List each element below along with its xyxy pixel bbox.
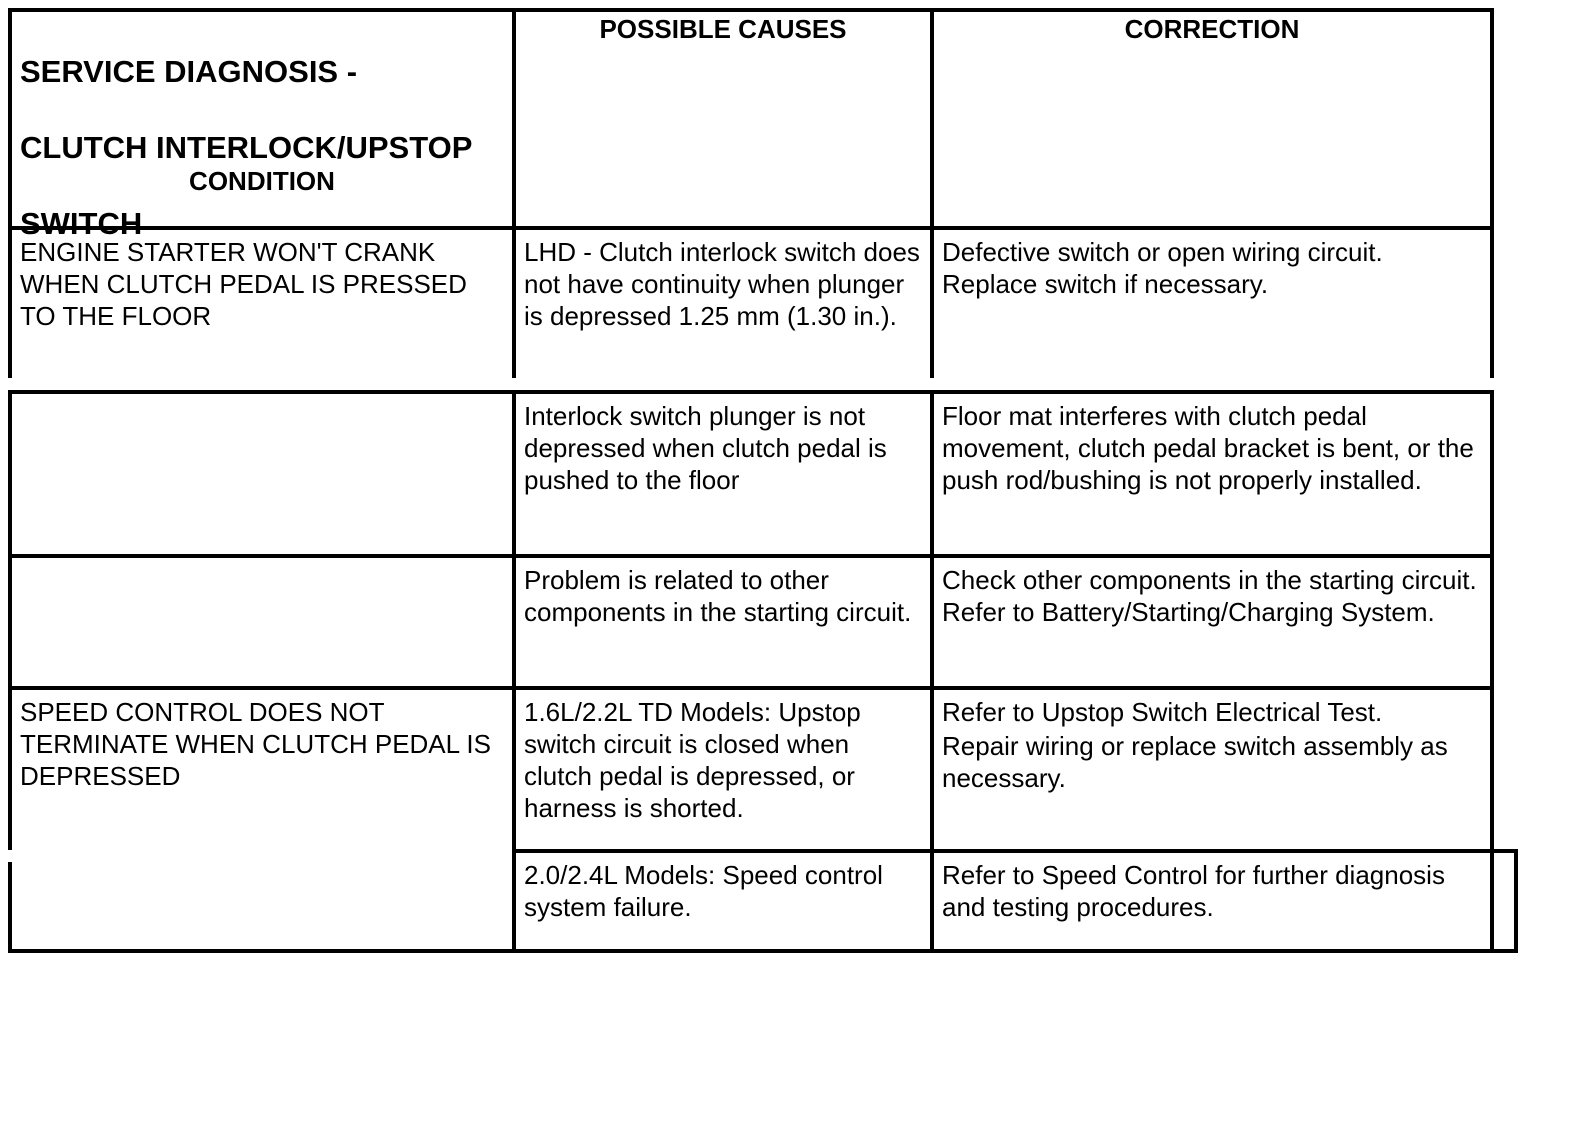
col1-divider-b — [512, 392, 516, 953]
table-right-border-a — [1490, 8, 1494, 378]
row3-bottom-border — [8, 686, 1494, 690]
row5-correction: Refer to Speed Control for further diagnosis and testing procedures. — [942, 860, 1445, 922]
row4-correction-line-2: Repair wiring or replace switch assembly as necessary. — [942, 731, 1448, 793]
table-title — [20, 15, 510, 243]
correction-column-header: CORRECTION — [1124, 14, 1300, 44]
title-line-1: SERVICE DIAGNOSIS - — [20, 54, 358, 89]
title-line-2: CLUTCH INTERLOCK/UPSTOP — [20, 130, 473, 165]
row2-correction: Floor mat interferes with clutch pedal movement, clutch pedal bracket is bent, or the push rod/bushing is not properly installed. — [942, 401, 1474, 495]
table-right-border-b — [1490, 392, 1494, 953]
row4-condition: SPEED CONTROL DOES NOT TERMINATE WHEN CLUTCH PEDAL IS DEPRESSED — [20, 697, 491, 791]
row4-bottom-border — [514, 849, 1518, 853]
col1-divider-a — [512, 8, 516, 378]
row3-cause: Problem is related to other components in the starting circuit. — [524, 565, 912, 627]
table-right-extra-border — [1514, 849, 1518, 953]
row3-correction: Check other components in the starting circuit. Refer to Battery/Starting/Charging System. — [942, 565, 1477, 627]
row4-correction-line-1: Refer to Upstop Switch Electrical Test. — [942, 697, 1383, 727]
row1-cause: LHD - Clutch interlock switch does not have continuity when plunger is depressed 1.25 mm (1.30 in.). — [524, 237, 920, 331]
title-line-3: SWITCH — [20, 206, 143, 241]
col2-divider-a — [930, 8, 934, 378]
row2-bottom-border — [8, 554, 1494, 558]
table-left-border-b — [8, 392, 12, 850]
condition-column-header: CONDITION — [189, 166, 335, 196]
row1-bottom-border — [8, 390, 1494, 394]
row4-cause: 1.6L/2.2L TD Models: Upstop switch circuit is closed when clutch pedal is depressed, or harness is shorted. — [524, 697, 861, 823]
row2-cause: Interlock switch plunger is not depressed when clutch pedal is pushed to the floor — [524, 401, 887, 495]
table-top-border — [8, 8, 1494, 12]
table-left-border-c — [8, 862, 12, 953]
causes-column-header: POSSIBLE CAUSES — [599, 14, 847, 44]
row1-condition: ENGINE STARTER WON'T CRANK WHEN CLUTCH PEDAL IS PRESSED TO THE FLOOR — [20, 237, 467, 331]
row4-correction — [942, 696, 1484, 794]
table-bottom-border — [8, 949, 1518, 953]
row5-cause: 2.0/2.4L Models: Speed control system failure. — [524, 860, 883, 922]
col2-divider-b — [930, 392, 934, 953]
row1-correction: Defective switch or open wiring circuit. Replace switch if necessary. — [942, 237, 1383, 299]
